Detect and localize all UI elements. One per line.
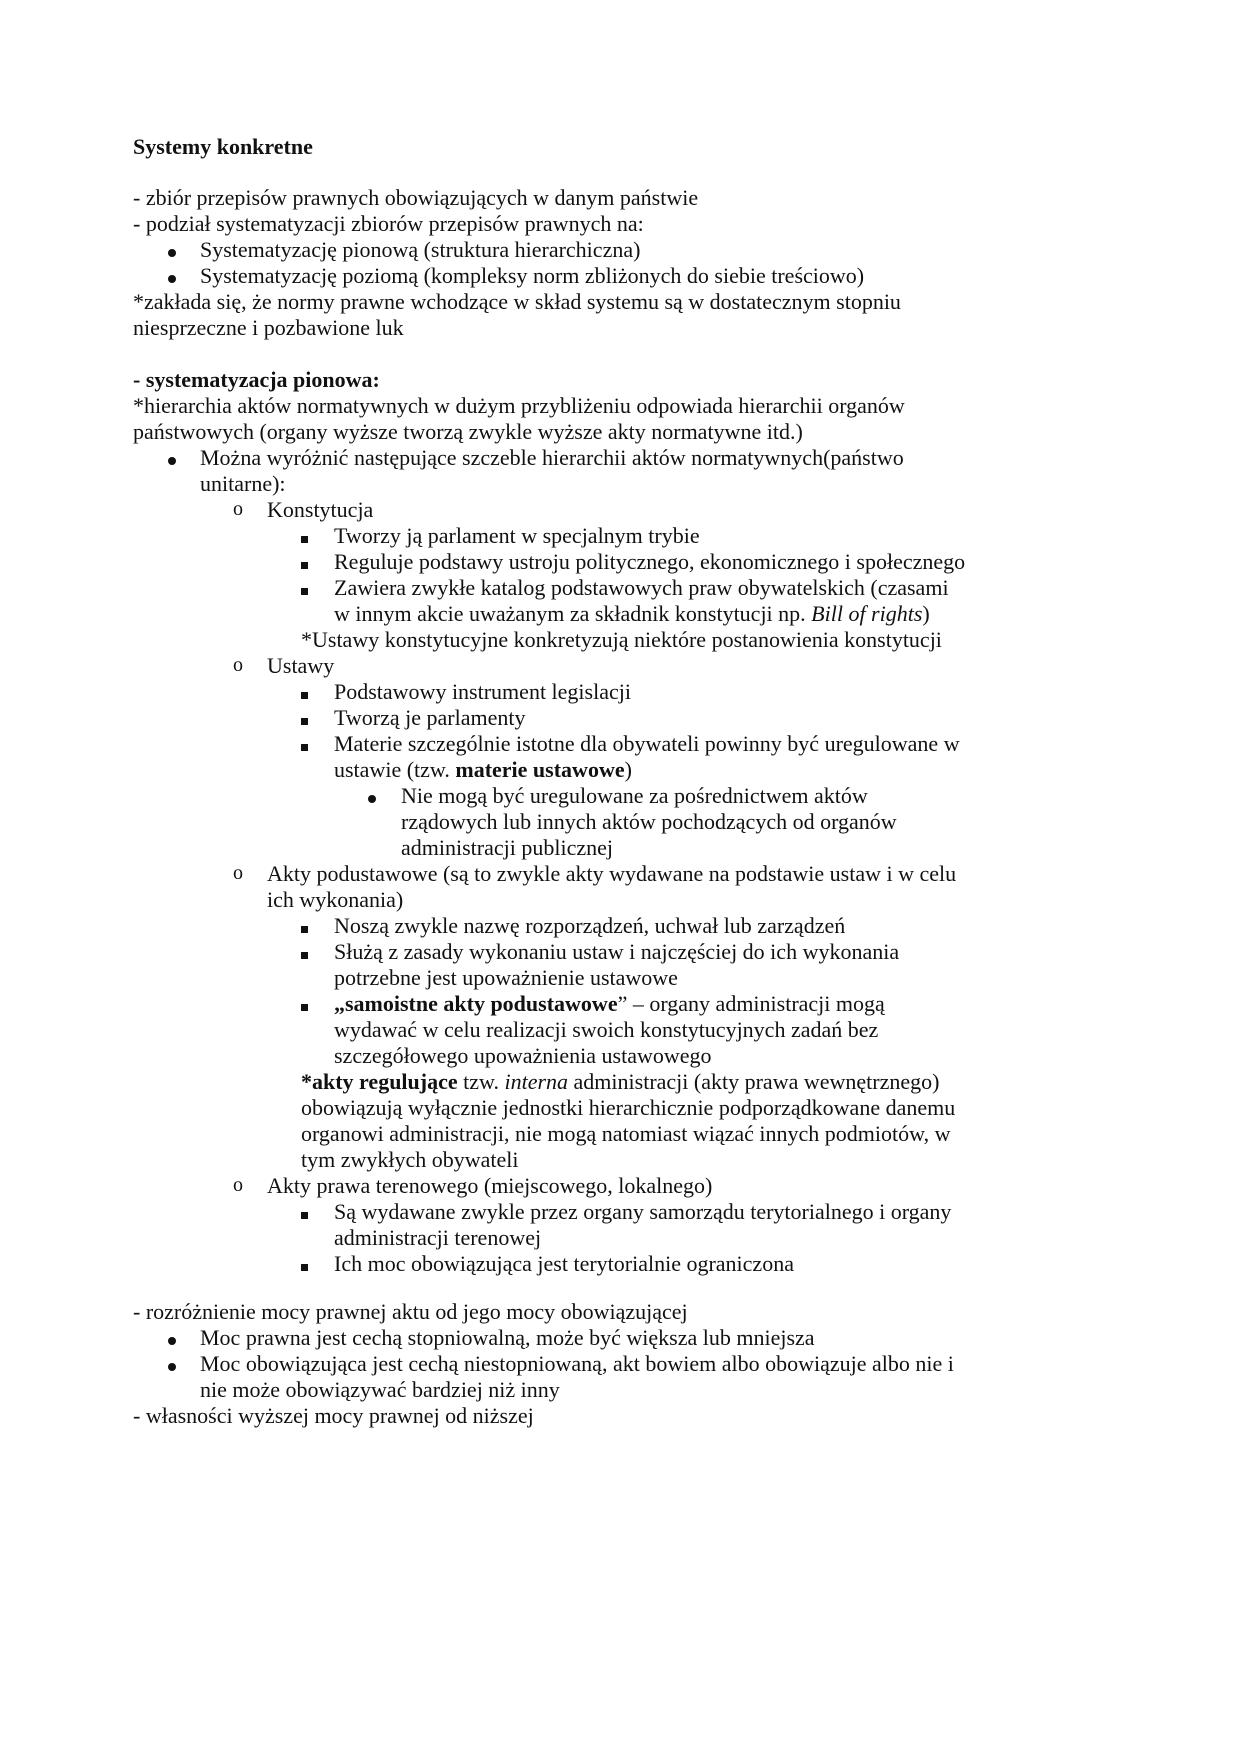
list-item: Akty podustawowe (są to zwykle akty wydawane na podstawie ustaw i w celu <box>267 861 957 886</box>
square-bullet-icon <box>301 989 308 1018</box>
text-line: *hierarchia aktów normatywnych w dużym przybliżeniu odpowiada hierarchii organów <box>133 393 905 418</box>
list-item: Materie szczególnie istotne dla obywateli powinny być uregulowane w <box>334 731 960 756</box>
list-item <box>334 599 930 628</box>
list-item: Tworzą je parlamenty <box>334 705 526 730</box>
text-line: państwowych (organy wyższe tworzą zwykle wyższe akty normatywne itd.) <box>133 419 803 444</box>
bullet-icon <box>168 1349 176 1378</box>
list-item: Akty prawa terenowego (miejscowego, lokalnego) <box>267 1173 713 1198</box>
list-item: potrzebne jest upoważnienie ustawowe <box>334 965 678 990</box>
text-line: - podział systematyzacji zbiorów przepisów prawnych na: <box>133 211 644 236</box>
square-bullet-icon <box>301 911 308 940</box>
text-run: w innym akcie uważanym za składnik konstytucji np. <box>334 601 812 626</box>
list-item: administracji publicznej <box>401 835 613 860</box>
text-line: - zbiór przepisów prawnych obowiązujących w danym państwie <box>133 185 699 210</box>
bold-run: „samoistne akty podustawowe <box>334 991 618 1016</box>
square-bullet-icon <box>301 573 308 602</box>
circle-bullet-icon: o <box>233 862 243 884</box>
list-item: Noszą zwykle nazwę rozporządzeń, uchwał lub zarządzeń <box>334 913 846 938</box>
bold-run: materie ustawowe <box>455 757 625 782</box>
text-run: tzw. <box>457 1069 505 1094</box>
text-line: tym zwykłych obywateli <box>301 1147 519 1172</box>
square-bullet-icon <box>301 1197 308 1226</box>
square-bullet-icon <box>301 1249 308 1278</box>
list-item: rządowych lub innych aktów pochodzących od organów <box>401 809 897 834</box>
list-item: Reguluje podstawy ustroju politycznego, ekonomicznego i społecznego <box>334 549 966 574</box>
list-item: unitarne): <box>200 471 286 496</box>
list-item: Systematyzację pionową (struktura hierarchiczna) <box>200 237 641 262</box>
list-item: szczegółowego upoważnienia ustawowego <box>334 1043 712 1068</box>
text-run: ) <box>624 757 632 782</box>
list-item: Podstawowy instrument legislacji <box>334 679 631 704</box>
list-item: Systematyzację poziomą (kompleksy norm zbliżonych do siebie treściowo) <box>200 263 865 288</box>
text-line: - własności wyższej mocy prawnej od niższej <box>133 1403 534 1428</box>
list-item: nie może obowiązywać bardziej niż inny <box>200 1377 560 1402</box>
italic-run: Bill of rights <box>811 601 923 626</box>
bold-run: *akty regulujące <box>301 1069 458 1094</box>
square-bullet-icon <box>301 547 308 576</box>
document-title: Systemy konkretne <box>133 134 313 159</box>
bullet-icon <box>168 443 176 472</box>
list-item <box>334 989 885 1018</box>
text-line: obowiązują wyłącznie jednostki hierarchicznie podporządkowane danemu <box>301 1095 956 1120</box>
list-item: Zawiera zwykłe katalog podstawowych praw obywatelskich (czasami <box>334 575 949 600</box>
square-bullet-icon <box>301 729 308 758</box>
text-line: *Ustawy konstytucyjne konkretyzują niektóre postanowienia konstytucji <box>301 627 942 652</box>
text-run: ustawie (tzw. <box>334 757 456 782</box>
text-line: niesprzeczne i pozbawione luk <box>133 315 404 340</box>
list-item: Ustawy <box>267 653 335 678</box>
section-heading: - systematyzacja pionowa: <box>133 367 380 392</box>
text-line: organowi administracji, nie mogą natomiast wiązać innych podmiotów, w <box>301 1121 951 1146</box>
list-item: Moc obowiązująca jest cechą niestopniowaną, akt bowiem albo obowiązuje albo nie i <box>200 1351 954 1376</box>
text-line: - rozróżnienie mocy prawnej aktu od jego mocy obowiązującej <box>133 1299 688 1324</box>
list-item: Tworzy ją parlament w specjalnym trybie <box>334 523 700 548</box>
list-item: Moc prawna jest cechą stopniowalną, może być większa lub mniejsza <box>200 1325 815 1350</box>
square-bullet-icon <box>301 677 308 706</box>
circle-bullet-icon: o <box>233 498 243 520</box>
square-bullet-icon <box>301 703 308 732</box>
italic-run: interna <box>504 1069 569 1094</box>
text-run: ) <box>922 601 930 626</box>
bullet-icon <box>368 781 376 810</box>
list-item: Służą z zasady wykonaniu ustaw i najczęściej do ich wykonania <box>334 939 900 964</box>
list-item: wydawać w celu realizacji swoich konstytucyjnych zadań bez <box>334 1017 879 1042</box>
bullet-icon <box>168 235 176 264</box>
text-line: *zakłada się, że normy prawne wchodzące w skład systemu są w dostatecznym stopniu <box>133 289 901 314</box>
text-run: administracji (akty prawa wewnętrznego) <box>568 1069 940 1094</box>
text-line <box>301 1067 939 1096</box>
list-item: Nie mogą być uregulowane za pośrednictwem aktów <box>401 783 868 808</box>
list-item: ich wykonania) <box>267 887 404 912</box>
square-bullet-icon <box>301 521 308 550</box>
list-item: Konstytucja <box>267 497 374 522</box>
text-run: ” – organy administracji mogą <box>617 991 885 1016</box>
list-item: Ich moc obowiązująca jest terytorialnie ograniczona <box>334 1251 794 1276</box>
list-item: administracji terenowej <box>334 1225 542 1250</box>
list-item <box>334 755 632 784</box>
list-item: Można wyróżnić następujące szczeble hierarchii aktów normatywnych(państwo <box>200 445 904 470</box>
circle-bullet-icon: o <box>233 654 243 676</box>
list-item: Są wydawane zwykle przez organy samorządu terytorialnego i organy <box>334 1199 952 1224</box>
bullet-icon <box>168 261 176 290</box>
circle-bullet-icon: o <box>233 1174 243 1196</box>
bullet-icon <box>168 1323 176 1352</box>
square-bullet-icon <box>301 937 308 966</box>
